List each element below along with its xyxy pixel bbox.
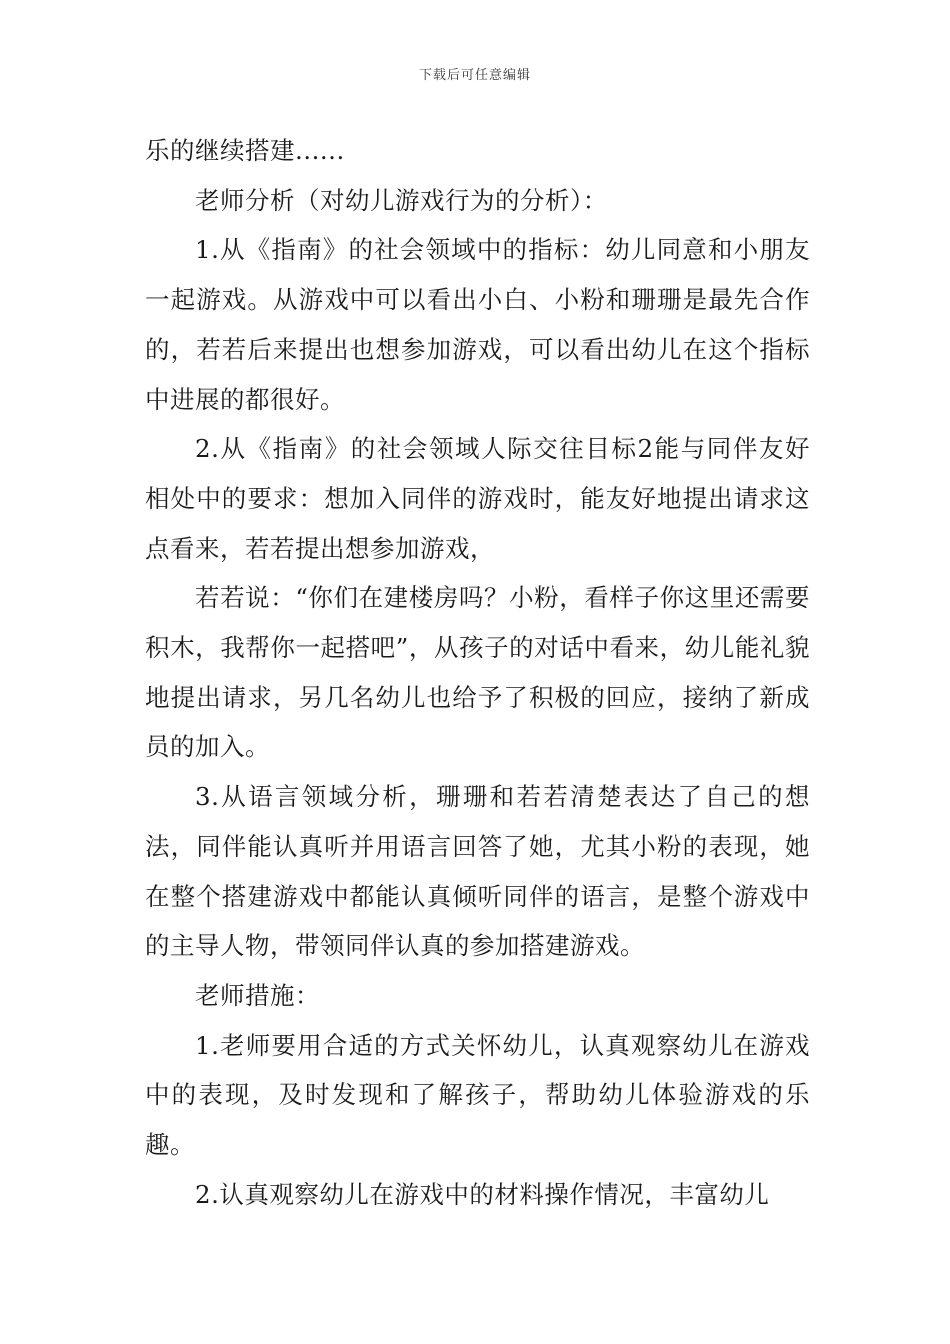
paragraph-continuation: 乐的继续搭建...... [145,136,345,165]
page-header: 下载后可任意编辑 [418,68,531,83]
paragraph-teacher-analysis-heading: 老师分析（对幼儿游戏行为的分析）： [195,185,608,215]
paragraph-measure-2: 2.认真观察幼儿在游戏中的材料操作情况，丰富幼儿 [195,1179,770,1209]
document-body [145,126,810,1219]
paragraph-analysis-1: 1.从《指南》的社会领域中的指标：幼儿同意和小朋友一起游戏。从游戏中可以看出小白、小粉和珊珊是最先合作的，若若后来提出也想参加游戏，可以看出幼儿在这个指标中进展的都很好。 [145,235,810,414]
paragraph-teacher-measures-heading: 老师措施： [195,980,320,1010]
paragraph-measure-1: 1.老师要用合适的方式关怀幼儿，认真观察幼儿在游戏中的表现，及时发现和了解孩子，帮助幼儿体验游戏的乐趣。 [145,1030,810,1160]
paragraph-analysis-3: 3.从语言领域分析，珊珊和若若清楚表达了自己的想法，同伴能认真听并用语言回答了她，尤其小粉的表现，她在整个搭建游戏中都能认真倾听同伴的语言，是整个游戏中的主导人物，带领同伴认真的参加搭建游戏。 [145,782,810,961]
paragraph-dialogue: 若若说：“你们在建楼房吗？小粉，看样子你这里还需要积木，我帮你一起搭吧”，从孩子的对话中看来，幼儿能礼貌地提出请求，另几名幼儿也给予了积极的回应，接纳了新成员的加入。 [145,583,810,762]
paragraph-analysis-2: 2.从《指南》的社会领域人际交往目标2能与同伴友好相处中的要求：想加入同伴的游戏时，能友好地提出请求这点看来，若若提出想参加游戏， [145,434,810,563]
